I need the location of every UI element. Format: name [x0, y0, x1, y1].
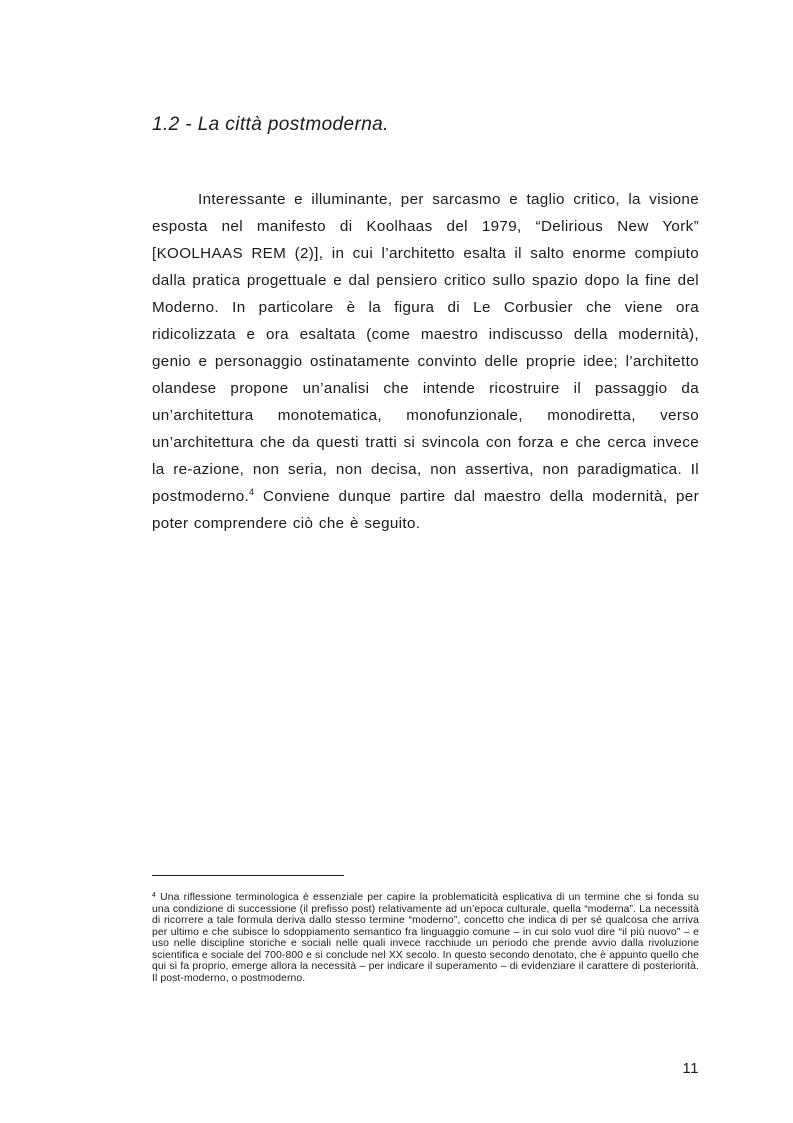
section-heading: 1.2 - La città postmoderna.: [152, 114, 389, 135]
page-number: 11: [682, 1060, 699, 1077]
footnote-text: Una riflessione terminologica è essenziale per capire la problematicità esplicativa di un termine che si fonda su una condizione di successione (il prefisso post) relativamente ad un’epoca culturale, quella “moderna”. La necessità di ricorrere a tale formula deriva dallo stesso termine “moderno”, concetto che indica di per sé qualcosa che arriva per ultimo e che subisce lo sdoppiamento semantico fra linguaggio comune – in cui solo vuol dire “il più nuovo” – e uso nelle discipline storiche e sociali nelle quali invece racchiude un periodo che prende avvio dalla rivoluzione scientifica e sociale del 700-800 e si conclude nel XX secolo. In questo secondo denotato, che è appunto quello che qui si fa proprio, emerge allora la necessità – per indicare il superamento – di evidenziare il carattere di posteriorità. Il post-moderno, o postmoderno.: [152, 892, 699, 984]
footnote-reference[interactable]: 4: [249, 487, 255, 497]
paragraph-text: Interessante e illuminante, per sarcasmo e taglio critico, la visione esposta nel manifesto di Koolhaas del 1979, “Delirious New York” [KOOLHAAS REM (2)], in cui l’architetto esalta il salto enorme compiuto dalla pratica progettuale e dal pensiero critico sullo spazio dopo la fine del Moderno. In particolare è la figura di Le Corbusier che viene ora ridicolizzata e ora esaltata (come maestro indiscusso della modernità), genio e personaggio ostinatamente convinto delle proprie idee; l’architetto olandese propone un’analisi che intende ricostruire il passaggio da un’architettura monotematica, monofunzionale, monodiretta, verso un’architettura che da questi tratti si svincola con forza e che cerca invece la re-azione, non seria, non decisa, non assertiva, non paradigmatica. Il postmoderno.: [152, 191, 699, 505]
body-paragraph: [152, 186, 699, 537]
footnote-marker: 4: [152, 892, 156, 899]
footnote: [152, 892, 699, 984]
paragraph-text-continued: Conviene dunque partire dal maestro della modernità, per poter comprendere ciò che è seguito.: [152, 488, 699, 532]
footnote-separator: [152, 875, 344, 876]
